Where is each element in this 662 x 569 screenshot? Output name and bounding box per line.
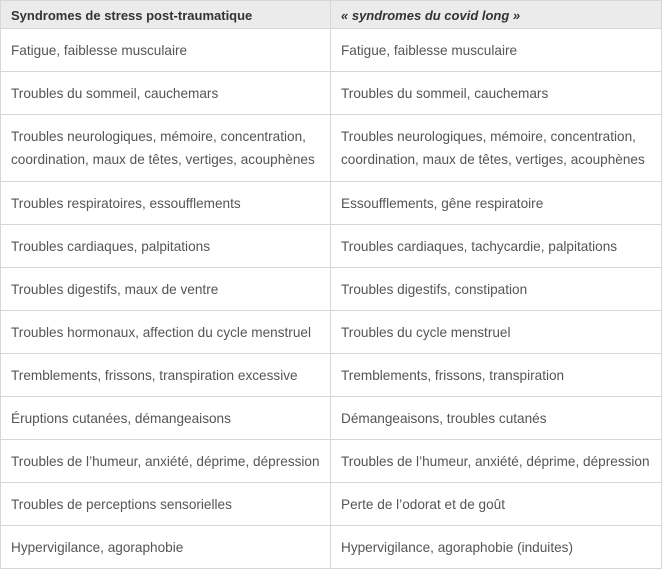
- ptsd-symptom-cell: Troubles digestifs, maux de ventre: [1, 268, 331, 311]
- ptsd-symptom-cell: Tremblements, frissons, transpiration excessive: [1, 354, 331, 397]
- covid-symptom-cell: Hypervigilance, agoraphobie (induites): [331, 526, 662, 569]
- table-row: [1, 311, 662, 354]
- ptsd-symptom-cell: Troubles respiratoires, essoufflements: [1, 182, 331, 225]
- table-row: [1, 29, 662, 72]
- table-header: [1, 1, 662, 29]
- ptsd-symptom-cell: Fatigue, faiblesse musculaire: [1, 29, 331, 72]
- covid-symptom-cell: Troubles digestifs, constipation: [331, 268, 662, 311]
- covid-symptom-cell: Troubles neurologiques, mémoire, concentration, coordination, maux de têtes, vertiges, acouphènes: [331, 115, 662, 182]
- table-row: [1, 354, 662, 397]
- covid-symptom-cell: Troubles du sommeil, cauchemars: [331, 72, 662, 115]
- table-row: [1, 526, 662, 569]
- covid-symptom-cell: Troubles cardiaques, tachycardie, palpitations: [331, 225, 662, 268]
- table-row: [1, 72, 662, 115]
- ptsd-symptom-cell: Troubles de perceptions sensorielles: [1, 483, 331, 526]
- header-row: [1, 1, 662, 29]
- table-row: [1, 268, 662, 311]
- table-row: [1, 397, 662, 440]
- ptsd-symptom-cell: Troubles du sommeil, cauchemars: [1, 72, 331, 115]
- covid-symptom-cell: Essoufflements, gêne respiratoire: [331, 182, 662, 225]
- table-row: [1, 182, 662, 225]
- table-body: [1, 29, 662, 569]
- covid-symptom-cell: Fatigue, faiblesse musculaire: [331, 29, 662, 72]
- covid-symptom-cell: Tremblements, frissons, transpiration: [331, 354, 662, 397]
- ptsd-symptom-cell: Troubles cardiaques, palpitations: [1, 225, 331, 268]
- covid-symptom-cell: Perte de l’odorat et de goût: [331, 483, 662, 526]
- ptsd-symptom-cell: Troubles neurologiques, mémoire, concentration, coordination, maux de têtes, vertiges, acouphènes: [1, 115, 331, 182]
- covid-symptom-cell: Démangeaisons, troubles cutanés: [331, 397, 662, 440]
- table-row: [1, 225, 662, 268]
- ptsd-symptom-cell: Troubles hormonaux, affection du cycle menstruel: [1, 311, 331, 354]
- table-row: [1, 115, 662, 182]
- header-long-covid-syndromes: « syndromes du covid long »: [331, 1, 662, 29]
- header-ptsd-syndromes: Syndromes de stress post-traumatique: [1, 1, 331, 29]
- table-row: [1, 440, 662, 483]
- table-row: [1, 483, 662, 526]
- ptsd-symptom-cell: Hypervigilance, agoraphobie: [1, 526, 331, 569]
- ptsd-symptom-cell: Troubles de l’humeur, anxiété, déprime, dépression: [1, 440, 331, 483]
- ptsd-symptom-cell: Éruptions cutanées, démangeaisons: [1, 397, 331, 440]
- covid-symptom-cell: Troubles du cycle menstruel: [331, 311, 662, 354]
- covid-symptom-cell: Troubles de l’humeur, anxiété, déprime, dépression: [331, 440, 662, 483]
